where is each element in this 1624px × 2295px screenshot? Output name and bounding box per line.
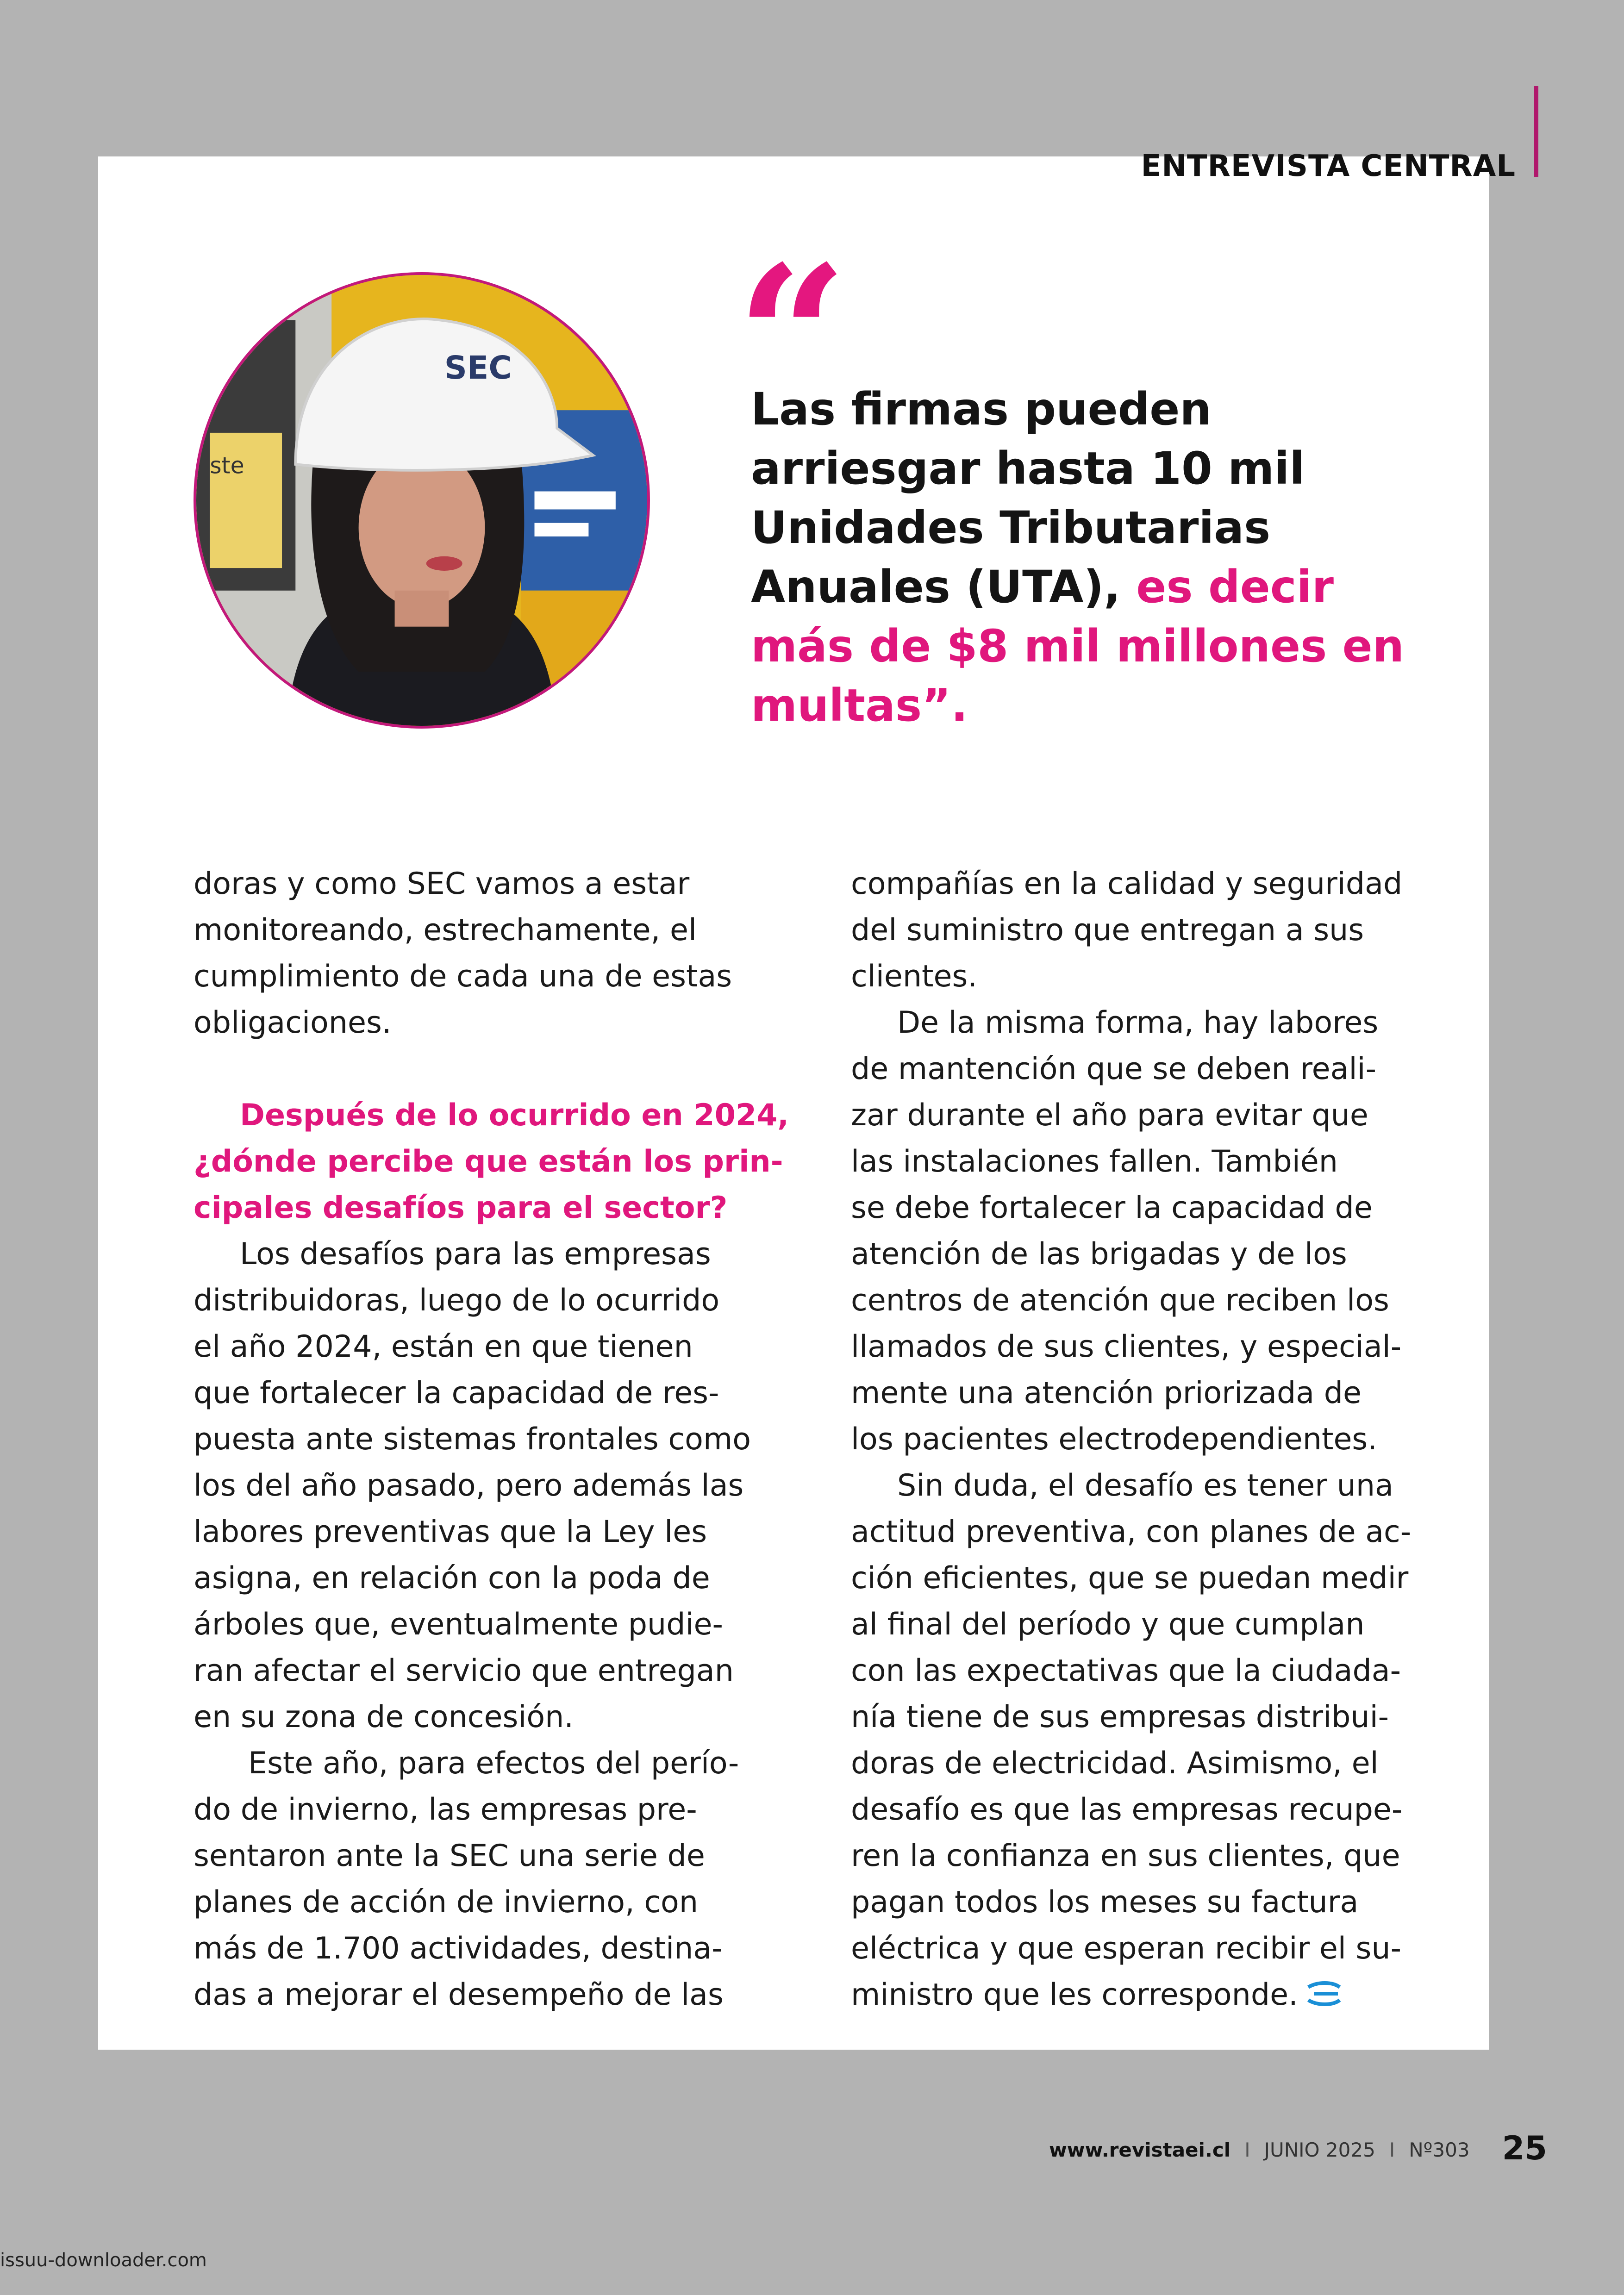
section-label: ENTREVISTA CENTRAL: [1141, 149, 1516, 183]
text-line: en su zona de concesión.: [194, 1700, 574, 1734]
text-line: ministro que les corresponde.: [851, 1977, 1298, 2012]
text-line: desafío es que las empresas recupe-: [851, 1792, 1403, 1827]
text-line: actitud preventiva, con planes de ac-: [851, 1515, 1412, 1549]
text-line: planes de acción de invierno, con: [194, 1885, 699, 1920]
text-line: el año 2024, están en que tienen: [194, 1329, 693, 1364]
text-line: zar durante el año para evitar que: [851, 1098, 1368, 1133]
text-line: nía tiene de sus empresas distribui-: [851, 1700, 1389, 1734]
text-line: Sin duda, el desafío es tener una: [897, 1468, 1393, 1503]
text-line: del suministro que entregan a sus: [851, 913, 1364, 948]
text-line: con las expectativas que la ciudada-: [851, 1653, 1401, 1688]
text-line: compañías en la calidad y seguridad: [851, 867, 1403, 901]
pullquote-highlight: es decir: [1136, 561, 1334, 613]
text-line: atención de las brigadas y de los: [851, 1237, 1347, 1272]
paragraph: [851, 861, 1462, 1000]
text-line: ren la confianza en sus clientes, que: [851, 1839, 1400, 1873]
question-line: cipales desafíos para el sector?: [194, 1191, 728, 1225]
text-line: ran afectar el servicio que entregan: [194, 1653, 734, 1688]
text-line: más de 1.700 actividades, destina-: [194, 1931, 723, 1966]
text-line: doras y como SEC vamos a estar: [194, 867, 690, 901]
text-line: asigna, en relación con la poda de: [194, 1561, 710, 1596]
footer-date: JUNIO 2025: [1264, 2139, 1375, 2161]
text-line: eléctrica y que esperan recibir el su-: [851, 1931, 1402, 1966]
pullquote-line: arriesgar hasta 10 mil: [751, 443, 1305, 494]
text-line: doras de electricidad. Asimismo, el: [851, 1746, 1379, 1781]
watermark-text: issuu-downloader.com: [0, 2250, 207, 2271]
pull-quote: [751, 380, 1408, 735]
paragraph: [851, 1463, 1462, 2018]
text-line: los del año pasado, pero además las: [194, 1468, 744, 1503]
text-line: Los desafíos para las empresas: [240, 1237, 711, 1272]
footer-issue: Nº303: [1409, 2139, 1470, 2161]
text-line: sentaron ante la SEC una serie de: [194, 1839, 705, 1873]
text-line: distribuidoras, luego de lo ocurrido: [194, 1283, 720, 1318]
pullquote-line: Anuales (UTA),: [751, 561, 1137, 613]
text-line: que fortalecer la capacidad de res-: [194, 1376, 719, 1410]
pullquote-highlight: multas”.: [751, 680, 968, 731]
paragraph: [194, 1231, 805, 1740]
section-accent-bar: [1534, 86, 1538, 177]
paragraph: [194, 861, 805, 1046]
text-line: das a mejorar el desempeño de las: [194, 1977, 724, 2012]
helmet-text: SEC: [444, 350, 512, 387]
pullquote-line: Las firmas pueden: [751, 383, 1212, 435]
text-line: labores preventivas que la Ley les: [194, 1515, 707, 1549]
paragraph: [851, 1000, 1462, 1463]
text-line: se debe fortalecer la capacidad de: [851, 1191, 1373, 1225]
text-line: árboles que, eventualmente pudie-: [194, 1607, 724, 1642]
text-line: de mantención que se deben reali-: [851, 1052, 1377, 1086]
interview-question: [194, 1092, 805, 1231]
pullquote-line: Unidades Tributarias: [751, 502, 1271, 554]
page-number: 25: [1502, 2129, 1547, 2167]
question-line: Después de lo ocurrido en 2024,: [240, 1098, 789, 1133]
page-footer: [1049, 2129, 1547, 2167]
text-line: cumplimiento de cada una de estas: [194, 959, 732, 994]
magazine-logo-icon: [1305, 1980, 1342, 2008]
portrait-photo: [194, 272, 650, 729]
text-line: pagan todos los meses su factura: [851, 1885, 1359, 1920]
text-line: mente una atención priorizada de: [851, 1376, 1362, 1410]
text-line: centros de atención que reciben los: [851, 1283, 1389, 1318]
text-line: al final del período y que cumplan: [851, 1607, 1365, 1642]
footer-website: www.revistaei.cl: [1049, 2139, 1231, 2161]
pullquote-highlight: más de $8 mil millones en: [751, 620, 1405, 672]
text-line: ción eficientes, que se puedan medir: [851, 1561, 1409, 1596]
text-line: clientes.: [851, 959, 978, 994]
text-line: obligaciones.: [194, 1005, 392, 1040]
text-line: monitoreando, estrechamente, el: [194, 913, 697, 948]
text-line: los pacientes electrodependientes.: [851, 1422, 1377, 1457]
quote-mark-icon: “: [736, 224, 848, 452]
text-line: las instalaciones fallen. También: [851, 1144, 1338, 1179]
sign-text: ste: [210, 453, 244, 479]
text-line: puesta ante sistemas frontales como: [194, 1422, 751, 1457]
text-line: do de invierno, las empresas pre-: [194, 1792, 697, 1827]
paragraph: [194, 1740, 805, 2018]
right-column: [851, 861, 1462, 2018]
text-line: De la misma forma, hay labores: [897, 1005, 1379, 1040]
footer-separator: I: [1244, 2139, 1250, 2161]
left-column: [194, 861, 805, 2018]
footer-separator: I: [1389, 2139, 1395, 2161]
text-line: llamados de sus clientes, y especial-: [851, 1329, 1402, 1364]
text-line: Este año, para efectos del perío-: [248, 1746, 739, 1781]
question-line: ¿dónde percibe que están los prin-: [194, 1144, 783, 1179]
